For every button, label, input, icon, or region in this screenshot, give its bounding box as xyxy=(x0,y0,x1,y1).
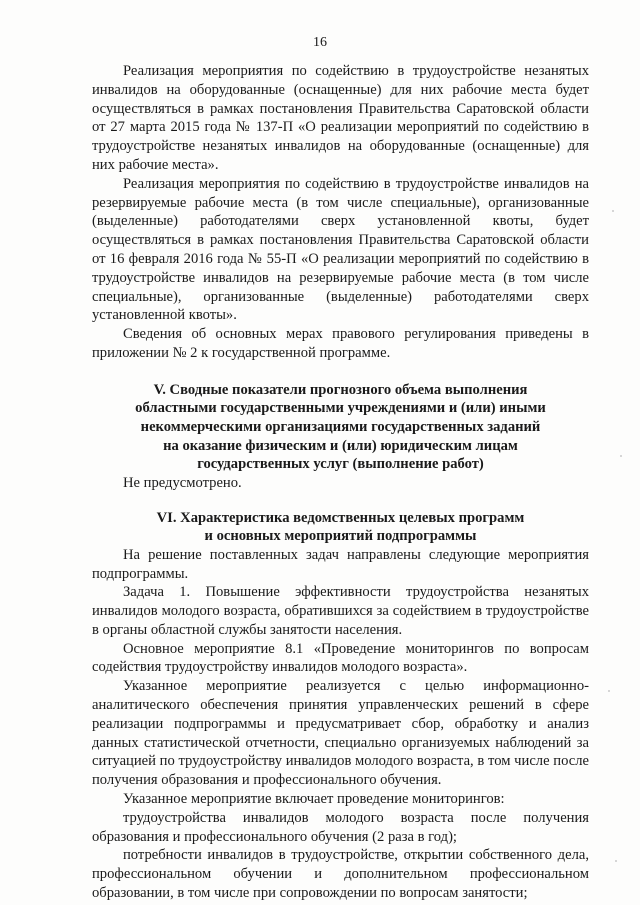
page-content xyxy=(92,62,589,903)
section-6-paragraph: потребности инвалидов в трудоустройстве, открытии собственного дела, профессиональном обучении и дополнительном профессиональном образовании, в том числе при сопровождении по вопросам занятости; xyxy=(92,847,589,902)
scan-speck xyxy=(615,860,617,862)
section-6-heading-line: и основных мероприятий подпрограммы xyxy=(204,528,477,545)
section-5-heading-line: V. Сводные показатели прогнозного объема выполнения xyxy=(153,381,528,398)
page-number: 16 xyxy=(313,35,327,50)
section-6-paragraph: Указанное мероприятие включает проведение мониторингов: xyxy=(123,791,505,808)
section-6-paragraph: Основное мероприятие 8.1 «Проведение мониторингов по вопросам содействия трудоустройству инвалидов молодого возраста». xyxy=(92,640,589,676)
section-6-paragraph: На решение поставленных задач направлены следующие мероприятия подпрограммы. xyxy=(92,546,589,582)
section-6-heading-line: VI. Характеристика ведомственных целевых программ xyxy=(156,509,525,526)
scan-speck xyxy=(620,455,622,457)
section-5-heading-line: областными государственными учреждениями и (или) иными xyxy=(135,400,546,417)
section-5-heading-line: государственных услуг (выполнение работ) xyxy=(197,456,484,473)
section-6-paragraph: Указанное мероприятие реализуется с целью информационно-аналитического обеспечения принятия управленческих решений в сфере реализации подпрограммы и предусматривает сбор, обработку и анализ данных статистической отчетности, специально организуемых наблюдений за ситуацией по трудоустройству инвалидов молодого возраста, в том числе после получения образования и профессионального обучения. xyxy=(92,678,589,789)
section-5-heading-line: некоммерческими организациями государственных заданий xyxy=(140,418,541,435)
section-6-heading xyxy=(92,509,589,546)
section-6-paragraph: Задача 1. Повышение эффективности трудоустройства незанятых инвалидов молодого возраста, обратившихся за содействием в трудоустройстве в органы областной службы занятости населения. xyxy=(92,584,589,638)
section-6-paragraph: трудоустройства инвалидов молодого возраста после получения образования и профессионального обучения (2 раза в год); xyxy=(92,809,589,845)
scan-speck xyxy=(608,690,610,692)
section-5-text: Не предусмотрено. xyxy=(123,474,242,491)
paragraph-employment-equipped-workplaces: Реализация мероприятия по содействию в трудоустройстве незанятых инвалидов на оборудованные (оснащенные) для них рабочие места будет осуществляться в рамках постановления Правительства Саратовской области от 27 марта 2015 года № 137-П «О реализации мероприятий по содействию в трудоустройстве незанятых инвалидов на оборудованные (оснащенные) для них рабочие места». xyxy=(92,63,589,173)
paragraph-employment-reserved-workplaces: Реализация мероприятия по содействию в трудоустройстве инвалидов на резервируемые рабочие места (в том числе специальные), организованные (выделенные) работодателями сверх установленной квоты, будет осуществляться в рамках постановления Правительства Саратовской области от 16 февраля 2016 года № 55-П «О реализации мероприятий по содействию в трудоустройстве инвалидов на резервируемые рабочие места (в том числе специальные), организованные (выделенные) работодателями сверх установленной квоты». xyxy=(92,175,589,324)
section-5-heading xyxy=(92,381,589,474)
paragraph-legal-regulation: Сведения об основных мерах правового регулирования приведены в приложении № 2 к государственной программе. xyxy=(92,326,589,361)
section-5-heading-line: на оказание физическим и (или) юридическим лицам xyxy=(163,437,518,454)
scan-speck xyxy=(612,210,614,212)
